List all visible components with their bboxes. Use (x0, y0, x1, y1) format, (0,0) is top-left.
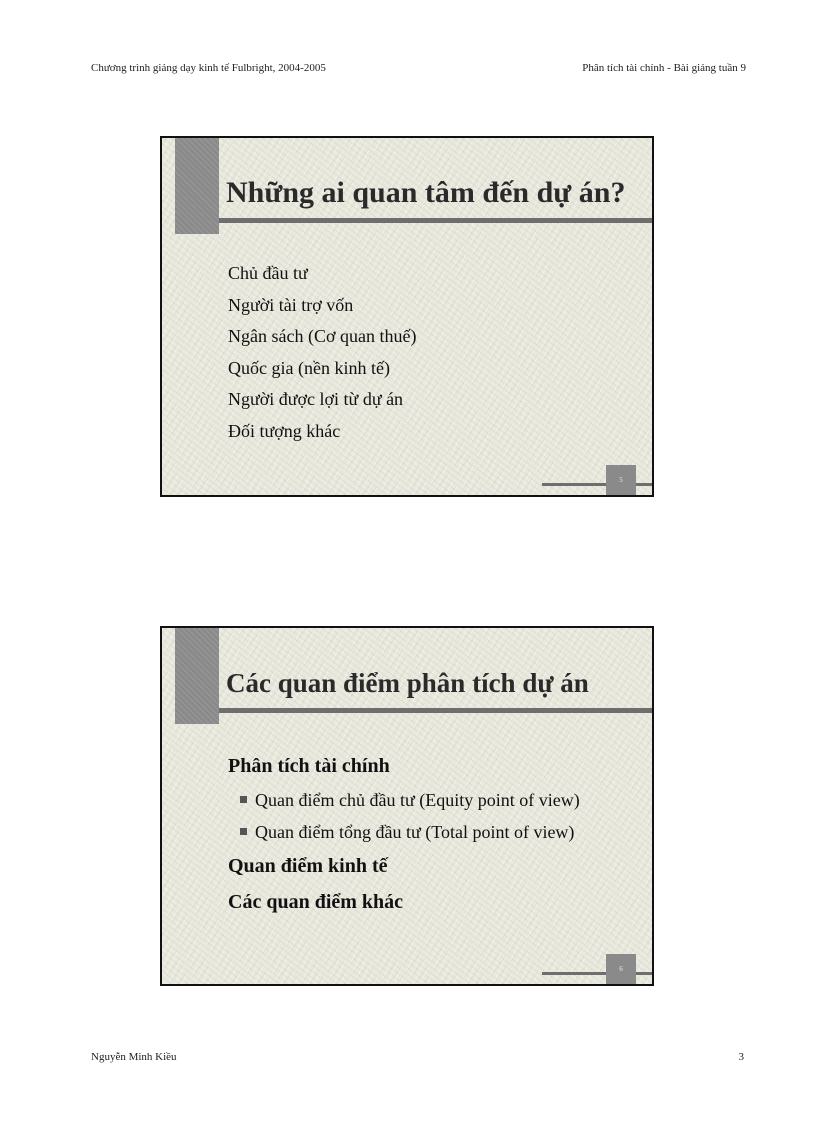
page-header-lecture: Phân tích tài chính - Bài giảng tuần 9 (582, 62, 746, 74)
list-item: Người được lợi từ dự án (228, 389, 404, 409)
section-heading: Phân tích tài chính (228, 755, 390, 777)
page-header-course: Chương trình giảng dạy kinh tế Fulbright, 2004-2005 (91, 62, 326, 74)
list-item: Chủ đầu tư (228, 263, 308, 283)
sub-item (228, 816, 580, 848)
sub-item (228, 784, 580, 816)
list-item: Quốc gia (nền kinh tế) (228, 357, 390, 378)
section-heading: Quan điểm kinh tế (228, 855, 388, 877)
slide-number: 6 (606, 954, 636, 984)
list-item: Người tài trợ vốn (228, 294, 354, 315)
slide-title: Các quan điểm phân tích dự án (226, 668, 589, 698)
list-item: Đối tượng khác (228, 420, 341, 441)
square-bullet-icon (240, 828, 247, 835)
slide-title: Những ai quan tâm đến dự án? (226, 176, 626, 209)
title-rule (219, 218, 652, 223)
slide-number: 5 (606, 465, 636, 495)
slide-item-list (228, 748, 580, 920)
section-heading: Các quan điểm khác (228, 891, 404, 913)
slide-accent-bar (175, 138, 219, 234)
sub-item-text: Quan điểm tổng đầu tư (Total point of view) (255, 822, 575, 842)
sub-item-text: Quan điểm chủ đầu tư (Equity point of view) (255, 790, 580, 810)
slide-6 (160, 626, 654, 986)
page-footer-author: Nguyễn Minh Kiều (91, 1051, 177, 1063)
title-rule (219, 708, 652, 713)
square-bullet-icon (240, 796, 247, 803)
slide-accent-bar (175, 628, 219, 724)
page-number: 3 (738, 1051, 744, 1063)
slide-5 (160, 136, 654, 497)
slide-item-list (228, 258, 416, 447)
list-item: Ngân sách (Cơ quan thuế) (228, 326, 417, 346)
